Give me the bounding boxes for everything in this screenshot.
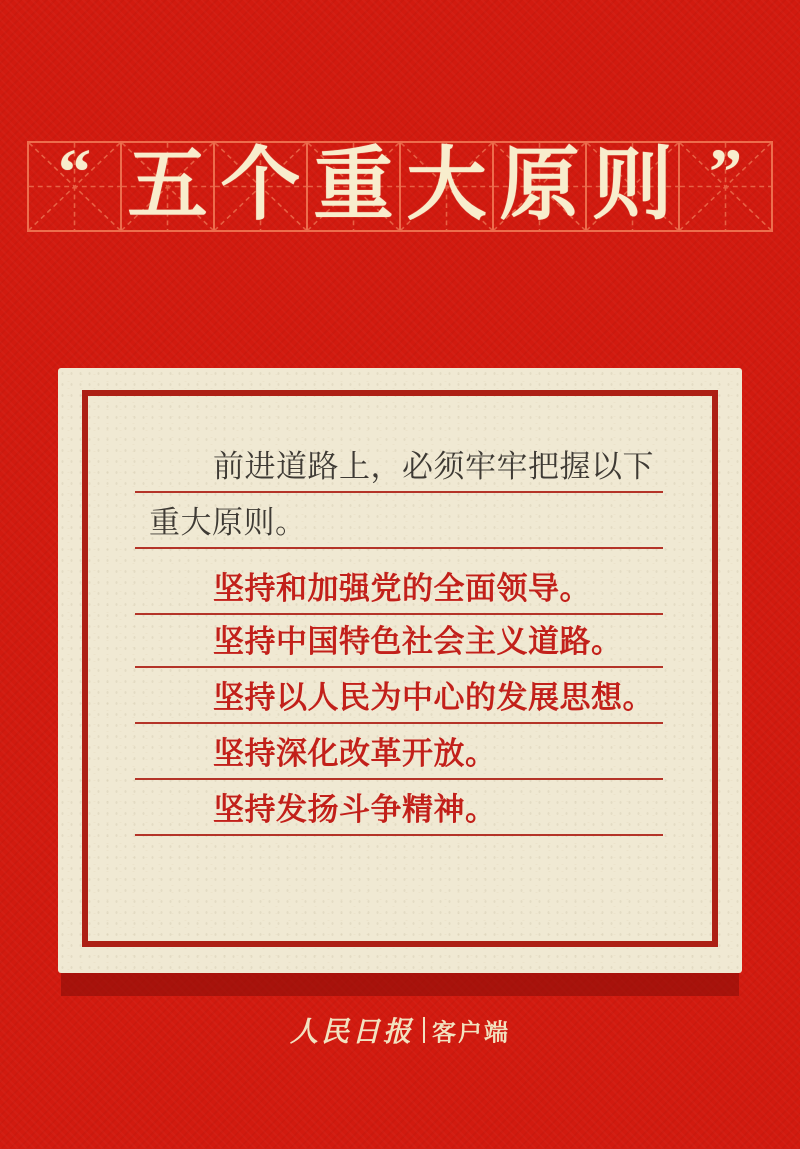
title-char: 五: [127, 142, 208, 230]
card-text-block: [135, 440, 663, 836]
principle-line: [135, 615, 663, 668]
principle-text: 坚持深化改革开放。: [213, 736, 497, 771]
intro-text-1: 前进道路上，必须牢牢把握以下: [213, 449, 654, 484]
grid-cell: [401, 143, 494, 230]
grid-cell: [29, 135, 122, 230]
principle-line: [135, 668, 663, 724]
title-char: 重: [313, 142, 394, 230]
principle-text: 坚持中国特色社会主义道路。: [213, 624, 623, 659]
principle-text: 坚持发扬斗争精神。: [213, 792, 497, 827]
principles-list: [135, 549, 663, 836]
grid-cell: [308, 143, 401, 230]
intro-line-1: [135, 440, 663, 493]
grid-cell: [680, 135, 771, 230]
principle-line: [135, 724, 663, 780]
grid-cell: [215, 143, 308, 230]
title-char: 原: [499, 142, 580, 230]
brand-divider: [423, 1017, 425, 1043]
brand-logo: [0, 1010, 800, 1050]
principle-line: [135, 549, 663, 615]
paper-card: [58, 368, 742, 973]
title-char: 则: [592, 142, 673, 230]
brand-suffix: 客户端: [432, 1019, 510, 1047]
brand-script-wordmark: 人民日报: [289, 1017, 414, 1048]
title-char: 大: [406, 142, 487, 230]
calligraphy-grid: [27, 135, 773, 232]
grid-cell: [122, 143, 215, 230]
title-char: “: [58, 135, 91, 209]
principle-text: 坚持以人民为中心的发展思想。: [213, 680, 654, 715]
title-char: 个: [220, 142, 301, 230]
principle-text: 坚持和加强党的全面领导。: [213, 571, 591, 606]
intro-line-2: [135, 493, 663, 549]
intro-text-2: 重大原则。: [149, 505, 307, 540]
grid-cell: [494, 143, 587, 230]
principle-line: [135, 780, 663, 836]
grid-cell: [587, 143, 680, 230]
title-char: ”: [709, 135, 742, 209]
